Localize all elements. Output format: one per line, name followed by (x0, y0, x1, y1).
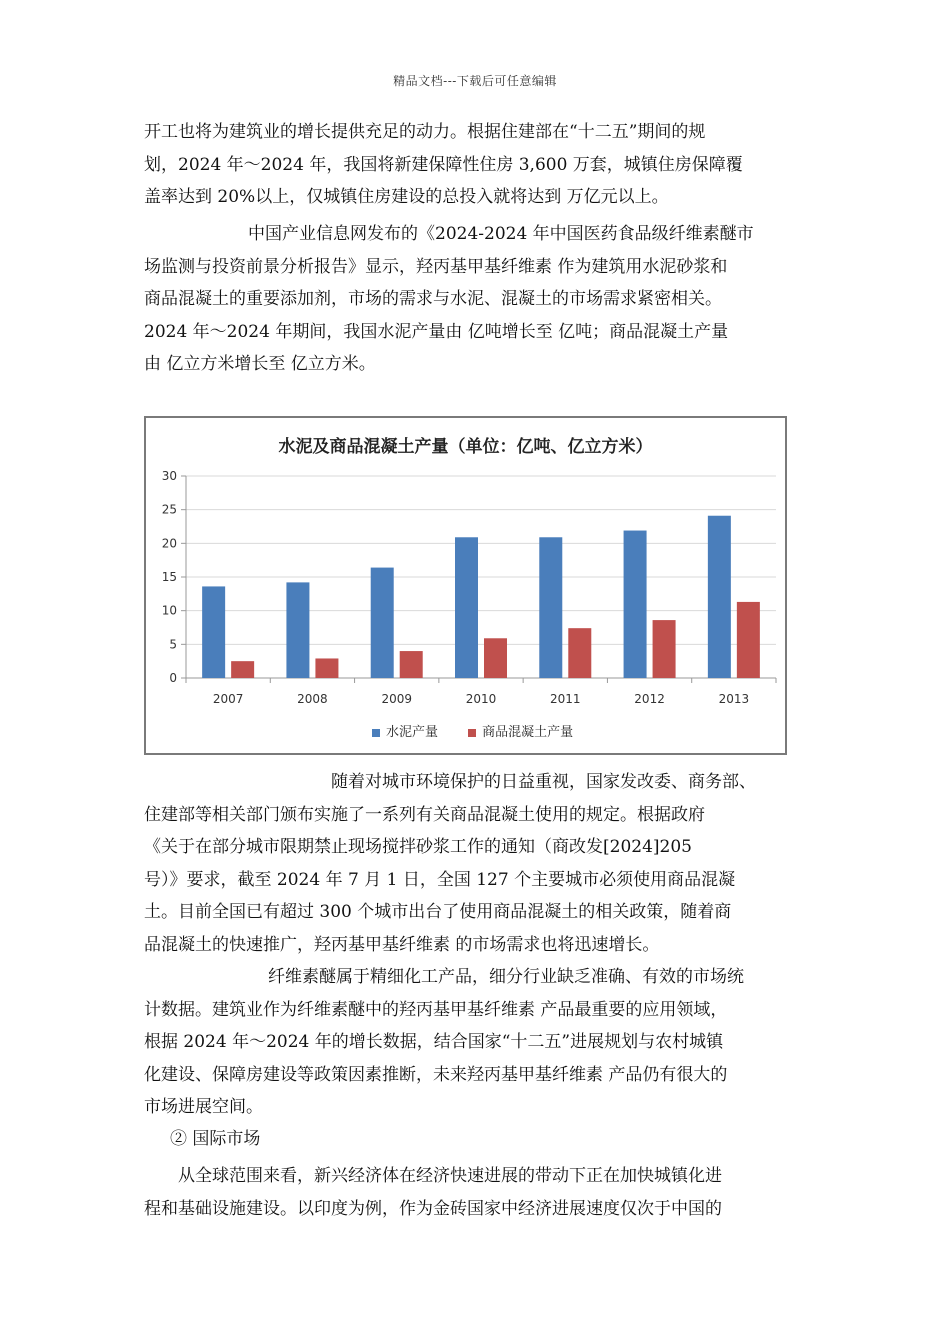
paragraph-1 (144, 116, 814, 214)
x-tick-label: 2008 (297, 692, 328, 706)
x-tick-label: 2009 (381, 692, 412, 706)
bar-cement (539, 537, 562, 678)
text-line: 从全球范围来看，新兴经济体在经济快速进展的带动下正在加快城镇化进 (178, 1166, 722, 1186)
paragraph-2 (144, 218, 814, 381)
text-line: 品混凝土的快速推广，羟丙基甲基纤维素 的市场需求也将迅速增长。 (144, 934, 660, 955)
text-line: 盖率达到 20%以上，仅城镇住房建设的总投入就将达到 万亿元以上。 (144, 187, 669, 207)
y-tick-label: 30 (161, 469, 177, 483)
x-tick-label: 2010 (465, 692, 497, 706)
legend-swatch-concrete (468, 729, 476, 737)
bar-concrete (568, 628, 591, 678)
text-line: 程和基础设施建设。以印度为例，作为金砖国家中经济进展速度仅次于中国的 (144, 1198, 722, 1219)
text-line: 随着对城市环境保护的日益重视，国家发改委、商务部、 (331, 772, 756, 792)
text-line: 《关于在部分城市限期禁止现场搅拌砂浆工作的通知（商改发[2024]205 (144, 837, 692, 857)
text-line: 号）》要求，截至 2024 年 7 月 1 日，全国 127 个主要城市必须使用商品混凝 (144, 869, 736, 890)
text-line: 根据 2024 年～2024 年的增长数据，结合国家“十二五”进展规划与农村城镇 (144, 1032, 724, 1052)
page-header: 精品文档---下载后可任意编辑 (393, 74, 557, 88)
bar-concrete (653, 620, 676, 678)
text-line: 由 亿立方米增长至 亿立方米。 (144, 354, 376, 374)
text-line: 中国产业信息网发布的《2024-2024 年中国医药食品级纤维素醚市 (248, 224, 754, 244)
y-tick-label: 20 (161, 536, 177, 551)
x-tick-label: 2011 (550, 692, 581, 706)
paragraph-3 (144, 766, 814, 961)
bar-cement (371, 568, 394, 678)
bar-concrete (484, 638, 507, 678)
y-tick-label: 0 (169, 671, 177, 685)
text-line: 开工也将为建筑业的增长提供充足的动力。根据住建部在“十二五”期间的规 (144, 122, 706, 142)
bar-concrete (315, 658, 338, 678)
x-tick-label: 2013 (718, 692, 750, 706)
legend-label-concrete: 商品混凝土产量 (482, 725, 574, 740)
text-line: 土。目前全国已有超过 300 个城市出台了使用商品混凝土的相关政策，随着商 (144, 902, 732, 922)
bar-cement (202, 586, 225, 678)
chart-plot (146, 418, 785, 753)
y-tick-label: 10 (161, 603, 177, 618)
y-tick-label: 15 (161, 570, 177, 584)
x-tick-label: 2007 (212, 692, 244, 706)
y-tick-label: 25 (161, 502, 177, 517)
paragraph-4 (144, 961, 814, 1124)
text-line: 计数据。建筑业作为纤维素醚中的羟丙基甲基纤维素 产品最重要的应用领域， (144, 999, 728, 1020)
paragraph-5 (144, 1160, 814, 1225)
section-heading: ② 国际市场 (170, 1129, 261, 1149)
bar-cement (708, 516, 731, 678)
text-line: 商品混凝土的重要添加剂，市场的需求与水泥、混凝土的市场需求紧密相关。 (144, 289, 722, 309)
legend-item-concrete (468, 721, 573, 740)
bar-concrete (400, 651, 423, 678)
chart-legend (372, 721, 599, 740)
legend-swatch-cement (372, 729, 380, 737)
bar-cement (455, 537, 478, 678)
chart-title: 水泥及商品混凝土产量（单位：亿吨、亿立方米） (278, 437, 653, 457)
text-line: 市场进展空间。 (144, 1097, 263, 1117)
bar-cement (286, 582, 309, 678)
bar-concrete (231, 661, 254, 678)
text-line: 场监测与投资前景分析报告》显示，羟丙基甲基纤维素 作为建筑用水泥砂浆和 (144, 256, 728, 277)
text-line: 纤维素醚属于精细化工产品，细分行业缺乏准确、有效的市场统 (268, 967, 744, 987)
bar-chart (144, 416, 787, 755)
bar-cement (624, 531, 647, 678)
x-tick-label: 2012 (634, 692, 665, 706)
text-line: 2024 年～2024 年期间，我国水泥产量由 亿吨增长至 亿吨；商品混凝土产量 (144, 321, 729, 342)
legend-label-cement: 水泥产量 (386, 725, 439, 740)
text-line: 住建部等相关部门颁布实施了一系列有关商品混凝土使用的规定。根据政府 (144, 804, 705, 825)
text-line: 划，2024 年～2024 年，我国将新建保障性住房 3,600 万套，城镇住房保障覆 (144, 154, 743, 175)
bar-concrete (737, 602, 760, 678)
y-tick-label: 5 (169, 637, 177, 652)
legend-item-cement (372, 721, 438, 740)
text-line: 化建设、保障房建设等政策因素推断，未来羟丙基甲基纤维素 产品仍有很大的 (144, 1064, 728, 1085)
